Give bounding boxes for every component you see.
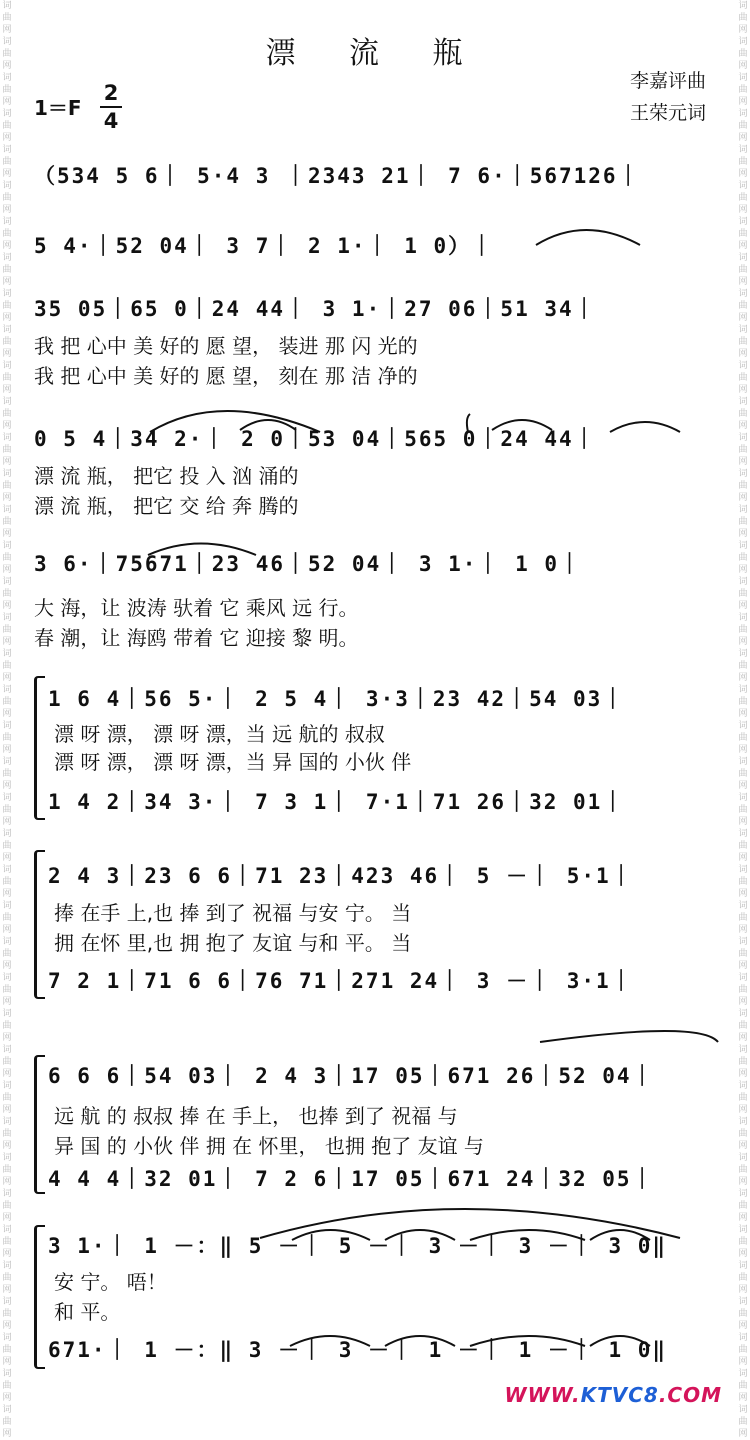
edge-watermark-char: 网 xyxy=(2,205,12,215)
edge-watermark-char: 曲 xyxy=(738,265,748,275)
edge-watermark-char: 网 xyxy=(738,673,748,683)
edge-watermark-char: 词 xyxy=(738,505,748,515)
lyric-verse-1: 捧 在手 上,也 捧 到了 祝福 与安 宁。 当 xyxy=(54,901,412,925)
edge-watermark-char: 词 xyxy=(2,577,12,587)
edge-watermark-char: 词 xyxy=(738,361,748,371)
edge-watermark-char: 词 xyxy=(2,1297,12,1307)
edge-watermark-char: 网 xyxy=(738,1429,748,1439)
notation-lower: 4 4 4｜32 01｜ 7 2 6｜17 05｜671 24｜32 05｜ xyxy=(48,1167,655,1191)
edge-watermark-char: 曲 xyxy=(2,1093,12,1103)
edge-watermark-char: 网 xyxy=(2,133,12,143)
edge-watermark-char: 词 xyxy=(2,901,12,911)
edge-watermark-char: 网 xyxy=(738,709,748,719)
edge-watermark-char: 曲 xyxy=(738,193,748,203)
edge-watermark-char: 词 xyxy=(2,1225,12,1235)
edge-watermark-char: 网 xyxy=(738,421,748,431)
edge-watermark-char: 词 xyxy=(738,577,748,587)
edge-watermark-char: 词 xyxy=(2,829,12,839)
tie-arc xyxy=(470,1336,585,1346)
edge-watermark-char: 网 xyxy=(738,817,748,827)
edge-watermark-char: 词 xyxy=(2,253,12,263)
edge-watermark-char: 词 xyxy=(738,145,748,155)
edge-watermark-char: 词 xyxy=(738,1117,748,1127)
tie-arc xyxy=(590,1336,650,1346)
edge-watermark-char: 网 xyxy=(2,745,12,755)
edge-watermark-char: 词 xyxy=(738,1405,748,1415)
edge-watermark-char: 曲 xyxy=(738,13,748,23)
edge-watermark-char: 词 xyxy=(2,181,12,191)
edge-watermark-char: 网 xyxy=(2,1429,12,1439)
edge-watermark-char: 曲 xyxy=(2,697,12,707)
edge-watermark-char: 词 xyxy=(2,1045,12,1055)
notation-lower: 671·｜ 1 －：‖ 3 －｜ 3 －｜ 1 －｜ 1 －｜ 1 0‖ xyxy=(48,1338,668,1362)
edge-watermark-char: 词 xyxy=(2,937,12,947)
edge-watermark-char: 词 xyxy=(2,685,12,695)
notation-lower: 7 2 1｜71 6 6｜76 71｜271 24｜ 3 －｜ 3·1｜ xyxy=(48,969,634,993)
edge-watermark-char: 网 xyxy=(738,745,748,755)
notation-line: （534 5 6｜ 5·4 3 ｜2343 21｜ 7 6·｜567126｜ xyxy=(34,164,641,188)
edge-watermark-char: 曲 xyxy=(738,1165,748,1175)
edge-watermark-char: 曲 xyxy=(738,85,748,95)
tie-arc xyxy=(290,1336,370,1346)
edge-watermark-char: 曲 xyxy=(2,481,12,491)
edge-watermark-char: 词 xyxy=(738,1009,748,1019)
edge-watermark-char: 词 xyxy=(738,289,748,299)
edge-watermark-char: 曲 xyxy=(2,157,12,167)
edge-watermark-char: 曲 xyxy=(738,877,748,887)
edge-watermark-char: 词 xyxy=(738,181,748,191)
edge-watermark-char: 曲 xyxy=(2,1129,12,1139)
edge-watermark-char: 网 xyxy=(2,1357,12,1367)
edge-watermark-char: 曲 xyxy=(738,625,748,635)
edge-watermark-char: 曲 xyxy=(738,1093,748,1103)
edge-watermark-char: 词 xyxy=(738,973,748,983)
edge-watermark-char: 词 xyxy=(2,289,12,299)
edge-watermark-char: 网 xyxy=(738,637,748,647)
edge-watermark-char: 词 xyxy=(738,865,748,875)
edge-watermark-char: 曲 xyxy=(738,337,748,347)
edge-watermark-char: 曲 xyxy=(738,985,748,995)
edge-watermark-char: 词 xyxy=(738,73,748,83)
tie-arc xyxy=(540,1031,718,1042)
edge-watermark-char: 曲 xyxy=(738,589,748,599)
edge-watermark-char: 曲 xyxy=(738,445,748,455)
edge-watermark-char: 曲 xyxy=(738,409,748,419)
edge-watermark-char: 网 xyxy=(738,961,748,971)
notation-line: 0 5 4｜34 2·｜ 2 0｜53 04｜565 0｜24 44｜ xyxy=(34,427,597,451)
edge-watermark-char: 曲 xyxy=(2,193,12,203)
edge-watermark-char: 词 xyxy=(2,325,12,335)
slur-arc xyxy=(467,414,470,432)
edge-watermark-char: 网 xyxy=(738,565,748,575)
edge-watermark-char: 曲 xyxy=(738,661,748,671)
edge-watermark-char: 曲 xyxy=(2,1309,12,1319)
edge-watermark-char: 网 xyxy=(2,961,12,971)
edge-watermark-char: 网 xyxy=(2,1033,12,1043)
edge-watermark-char: 词 xyxy=(738,1,748,11)
edge-watermark-char: 曲 xyxy=(2,1273,12,1283)
edge-watermark-char: 词 xyxy=(2,433,12,443)
time-signature-top: 2 xyxy=(103,81,119,105)
notation-upper: 6 6 6｜54 03｜ 2 4 3｜17 05｜671 26｜52 04｜ xyxy=(48,1064,655,1088)
edge-watermark-char: 曲 xyxy=(2,337,12,347)
notation-upper: 2 4 3｜23 6 6｜71 23｜423 46｜ 5 －｜ 5·1｜ xyxy=(48,864,634,888)
slur-arc xyxy=(148,544,256,556)
edge-watermark-char: 网 xyxy=(2,709,12,719)
edge-watermark-char: 网 xyxy=(738,1105,748,1115)
edge-watermark-char: 网 xyxy=(2,1177,12,1187)
edge-watermark-char: 网 xyxy=(2,97,12,107)
edge-watermark-char: 网 xyxy=(2,1321,12,1331)
edge-watermark-char: 曲 xyxy=(2,229,12,239)
edge-watermark-char: 网 xyxy=(2,817,12,827)
edge-watermark-char: 曲 xyxy=(738,1129,748,1139)
edge-watermark-char: 网 xyxy=(738,997,748,1007)
lyric-verse-2: 漂 呀 漂， 漂 呀 漂，当 异 国的 小伙 伴 xyxy=(54,750,412,774)
edge-watermark-char: 词 xyxy=(2,1405,12,1415)
tie-arc xyxy=(536,230,640,245)
edge-watermark-char: 曲 xyxy=(738,1273,748,1283)
edge-watermark-char: 曲 xyxy=(2,877,12,887)
edge-watermark-char: 网 xyxy=(2,781,12,791)
edge-watermark-char: 网 xyxy=(738,25,748,35)
edge-watermark-char: 网 xyxy=(738,925,748,935)
edge-watermark-char: 网 xyxy=(738,313,748,323)
edge-watermark-char: 曲 xyxy=(738,697,748,707)
edge-watermark-char: 曲 xyxy=(2,769,12,779)
edge-watermark-char: 词 xyxy=(2,973,12,983)
tie-arc xyxy=(240,420,296,430)
lyric-verse-2: 春 潮，让 海鸥 带着 它 迎接 黎 明。 xyxy=(34,626,359,650)
lyric-verse-1: 漂 呀 漂， 漂 呀 漂，当 远 航的 叔叔 xyxy=(54,722,385,746)
edge-watermark-char: 网 xyxy=(738,853,748,863)
edge-watermark-char: 曲 xyxy=(2,841,12,851)
lyric-verse-2: 漂 流 瓶， 把它 交 给 奔 腾的 xyxy=(34,494,299,518)
lyric-verse-1: 远 航 的 叔叔 捧 在 手上， 也捧 到了 祝福 与 xyxy=(54,1104,458,1128)
song-title: 漂 流 瓶 xyxy=(265,36,485,71)
tie-arc xyxy=(590,1230,650,1240)
edge-watermark-char: 曲 xyxy=(2,1345,12,1355)
edge-watermark-char: 词 xyxy=(738,1225,748,1235)
edge-watermark-char: 网 xyxy=(738,529,748,539)
edge-watermark-char: 词 xyxy=(2,757,12,767)
edge-watermark-char: 词 xyxy=(2,1,12,11)
tie-arc xyxy=(385,1336,455,1346)
edge-watermark-char: 曲 xyxy=(738,49,748,59)
edge-watermark-char: 曲 xyxy=(738,769,748,779)
edge-watermark-char: 曲 xyxy=(738,157,748,167)
edge-watermark-char: 曲 xyxy=(2,661,12,671)
edge-watermark-char: 网 xyxy=(738,1285,748,1295)
edge-watermark-char: 曲 xyxy=(2,625,12,635)
edge-watermark-char: 网 xyxy=(2,1285,12,1295)
edge-watermark-char: 网 xyxy=(738,1141,748,1151)
lyric-verse-2: 拥 在怀 里,也 拥 抱了 友谊 与和 平。 当 xyxy=(54,931,412,955)
edge-watermark-char: 曲 xyxy=(2,1237,12,1247)
edge-watermark-char: 词 xyxy=(2,1117,12,1127)
edge-watermark-char: 网 xyxy=(738,457,748,467)
edge-watermark-char: 词 xyxy=(738,217,748,227)
edge-watermark-char: 词 xyxy=(2,1153,12,1163)
edge-watermark-char: 曲 xyxy=(738,1381,748,1391)
edge-watermark-char: 曲 xyxy=(2,1165,12,1175)
lyric-verse-2: 和 平。 xyxy=(54,1300,121,1324)
edge-watermark-char: 网 xyxy=(2,241,12,251)
edge-watermark-char: 词 xyxy=(738,433,748,443)
notation-line: 35 05｜65 0｜24 44｜ 3 1·｜27 06｜51 34｜ xyxy=(34,297,597,321)
edge-watermark-char: 网 xyxy=(738,1213,748,1223)
edge-watermark-char: 网 xyxy=(738,133,748,143)
watermark-brand: KTVC8 xyxy=(580,1383,659,1407)
tie-arc xyxy=(470,1230,585,1240)
edge-watermark-char: 曲 xyxy=(738,733,748,743)
edge-watermark-char: 曲 xyxy=(2,1057,12,1067)
tie-arc xyxy=(610,422,680,432)
edge-watermark-char: 曲 xyxy=(738,1021,748,1031)
edge-watermark-char: 词 xyxy=(2,505,12,515)
edge-watermark-char: 曲 xyxy=(738,229,748,239)
edge-watermark-char: 网 xyxy=(738,1393,748,1403)
edge-watermark-char: 网 xyxy=(2,421,12,431)
edge-watermark-char: 曲 xyxy=(2,301,12,311)
edge-watermark-char: 曲 xyxy=(2,445,12,455)
edge-watermark-char: 曲 xyxy=(738,481,748,491)
edge-watermark-char: 曲 xyxy=(2,13,12,23)
edge-watermark-char: 词 xyxy=(738,109,748,119)
edge-watermark-char: 曲 xyxy=(738,301,748,311)
edge-watermark-char: 词 xyxy=(738,1189,748,1199)
edge-watermark-char: 网 xyxy=(738,1321,748,1331)
tie-arc xyxy=(385,1230,455,1240)
edge-watermark-char: 网 xyxy=(738,601,748,611)
edge-watermark-char: 词 xyxy=(2,541,12,551)
edge-watermark-char: 词 xyxy=(738,253,748,263)
edge-watermark-char: 网 xyxy=(738,241,748,251)
notation-line: 5 4·｜52 04｜ 3 7｜ 2 1·｜ 1 0）｜ xyxy=(34,234,495,258)
edge-watermark-char: 网 xyxy=(738,1033,748,1043)
site-watermark xyxy=(505,1383,722,1407)
edge-watermark-char: 曲 xyxy=(2,265,12,275)
lyric-verse-1: 漂 流 瓶， 把它 投 入 汹 涌的 xyxy=(34,464,299,488)
edge-watermark-char: 词 xyxy=(738,397,748,407)
edge-watermark-char: 曲 xyxy=(2,49,12,59)
edge-watermark-char: 曲 xyxy=(738,553,748,563)
composer-credit: 李嘉评曲 xyxy=(629,70,706,92)
edge-watermark-char: 词 xyxy=(2,1009,12,1019)
notation-upper: 1 6 4｜56 5·｜ 2 5 4｜ 3·3｜23 42｜54 03｜ xyxy=(48,687,626,711)
edge-watermark-char: 词 xyxy=(2,1261,12,1271)
edge-watermark-char: 曲 xyxy=(2,85,12,95)
edge-watermark-char: 词 xyxy=(738,757,748,767)
lyric-verse-1: 安 宁。 唔！ xyxy=(54,1270,167,1294)
edge-watermark-char: 网 xyxy=(2,673,12,683)
edge-watermark-char: 词 xyxy=(738,1081,748,1091)
edge-watermark-char: 曲 xyxy=(738,1201,748,1211)
edge-watermark-char: 网 xyxy=(738,1249,748,1259)
edge-watermark-char: 网 xyxy=(2,889,12,899)
edge-watermark-char: 网 xyxy=(2,169,12,179)
edge-watermark-char: 网 xyxy=(738,385,748,395)
edge-watermark-char: 网 xyxy=(2,637,12,647)
edge-watermark-char: 曲 xyxy=(738,373,748,383)
edge-watermark-char: 网 xyxy=(2,1105,12,1115)
edge-watermark-char: 网 xyxy=(738,493,748,503)
edge-watermark-char: 曲 xyxy=(738,841,748,851)
edge-watermark-char: 词 xyxy=(738,793,748,803)
edge-watermark-char: 曲 xyxy=(738,1417,748,1427)
edge-watermark-char: 曲 xyxy=(2,805,12,815)
edge-watermark-char: 网 xyxy=(2,1393,12,1403)
edge-watermark-char: 曲 xyxy=(738,121,748,131)
watermark-suffix: .COM xyxy=(658,1383,722,1407)
edge-watermark-char: 网 xyxy=(2,1141,12,1151)
edge-watermark-char: 词 xyxy=(2,649,12,659)
edge-watermark-char: 网 xyxy=(738,277,748,287)
lyricist-credit: 王荣元词 xyxy=(629,102,706,124)
edge-watermark-char: 网 xyxy=(738,781,748,791)
edge-watermark-char: 网 xyxy=(2,1069,12,1079)
edge-watermark-char: 网 xyxy=(2,385,12,395)
edge-watermark-char: 词 xyxy=(738,901,748,911)
edge-watermark-char: 网 xyxy=(738,205,748,215)
edge-watermark-char: 网 xyxy=(2,1249,12,1259)
edge-watermark-char: 词 xyxy=(2,1189,12,1199)
notation-line: 3 6·｜75671｜23 46｜52 04｜ 3 1·｜ 1 0｜ xyxy=(34,552,583,576)
edge-watermark-char: 词 xyxy=(2,397,12,407)
edge-watermark-char: 曲 xyxy=(2,1021,12,1031)
edge-watermark-char: 网 xyxy=(738,169,748,179)
edge-watermark-char: 词 xyxy=(2,793,12,803)
edge-watermark-char: 网 xyxy=(2,601,12,611)
edge-watermark-char: 网 xyxy=(2,565,12,575)
edge-watermark-char: 网 xyxy=(738,1177,748,1187)
edge-watermark-char: 网 xyxy=(2,277,12,287)
edge-watermark-char: 词 xyxy=(2,469,12,479)
edge-watermark-char: 词 xyxy=(738,325,748,335)
edge-watermark-char: 曲 xyxy=(738,805,748,815)
edge-watermark-char: 词 xyxy=(738,1261,748,1271)
edge-watermark-char: 词 xyxy=(738,613,748,623)
lyric-verse-1: 大 海，让 波涛 驮着 它 乘风 远 行。 xyxy=(34,596,359,620)
edge-watermark-char: 曲 xyxy=(738,1309,748,1319)
edge-watermark-char: 词 xyxy=(2,73,12,83)
edge-watermark-char: 网 xyxy=(2,1213,12,1223)
edge-watermark-char: 曲 xyxy=(2,1201,12,1211)
edge-watermark-char: 曲 xyxy=(2,985,12,995)
edge-watermark-char: 曲 xyxy=(2,373,12,383)
edge-watermark-char: 曲 xyxy=(2,409,12,419)
notation-upper: 3 1·｜ 1 －：‖ 5 －｜ 5 －｜ 3 －｜ 3 －｜ 3 0‖ xyxy=(48,1234,668,1258)
edge-watermark-char: 曲 xyxy=(2,733,12,743)
edge-watermark-char: 网 xyxy=(2,61,12,71)
edge-watermark-char: 曲 xyxy=(738,1345,748,1355)
edge-watermark-char: 曲 xyxy=(738,517,748,527)
edge-watermark-char: 网 xyxy=(738,97,748,107)
edge-watermark-char: 词 xyxy=(738,1153,748,1163)
tie-arc xyxy=(292,1230,370,1240)
edge-watermark-char: 网 xyxy=(738,889,748,899)
lyric-verse-2: 异 国 的 小伙 伴 拥 在 怀里， 也拥 抱了 友谊 与 xyxy=(54,1134,484,1158)
edge-watermark-char: 网 xyxy=(2,313,12,323)
tie-arc xyxy=(492,420,552,430)
edge-watermark-char: 网 xyxy=(738,1069,748,1079)
edge-watermark-char: 词 xyxy=(738,541,748,551)
edge-watermark-char: 曲 xyxy=(2,517,12,527)
edge-watermark-char: 词 xyxy=(2,1333,12,1343)
edge-watermark-char: 词 xyxy=(738,721,748,731)
watermark-prefix: WWW. xyxy=(504,1383,581,1407)
edge-watermark-char: 曲 xyxy=(2,949,12,959)
edge-watermark-char: 词 xyxy=(738,937,748,947)
edge-watermark-char: 网 xyxy=(2,349,12,359)
edge-watermark-char: 词 xyxy=(738,1297,748,1307)
edge-watermark-char: 词 xyxy=(2,1081,12,1091)
edge-watermark-char: 网 xyxy=(2,529,12,539)
edge-watermark-char: 词 xyxy=(2,721,12,731)
edge-watermark-char: 曲 xyxy=(738,913,748,923)
edge-watermark-char: 词 xyxy=(738,1369,748,1379)
edge-watermark-char: 词 xyxy=(2,361,12,371)
edge-watermark-char: 词 xyxy=(738,685,748,695)
edge-watermark-char: 曲 xyxy=(2,1381,12,1391)
edge-watermark-char: 词 xyxy=(2,865,12,875)
edge-watermark-char: 曲 xyxy=(2,589,12,599)
edge-watermark-char: 词 xyxy=(738,1333,748,1343)
notation-lower: 1 4 2｜34 3·｜ 7 3 1｜ 7·1｜71 26｜32 01｜ xyxy=(48,790,626,814)
edge-watermark-char: 词 xyxy=(2,37,12,47)
edge-watermark-char: 曲 xyxy=(738,949,748,959)
edge-watermark-char: 词 xyxy=(738,649,748,659)
edge-watermark-char: 词 xyxy=(738,1045,748,1055)
edge-watermark-char: 词 xyxy=(738,829,748,839)
edge-watermark-char: 词 xyxy=(2,613,12,623)
edge-watermark-char: 曲 xyxy=(738,1057,748,1067)
edge-watermark-char: 曲 xyxy=(2,913,12,923)
time-signature-bottom: 4 xyxy=(103,109,119,133)
edge-watermark-char: 网 xyxy=(738,349,748,359)
edge-watermark-char: 网 xyxy=(2,457,12,467)
edge-watermark-char: 曲 xyxy=(2,1417,12,1427)
edge-watermark-char: 词 xyxy=(2,1369,12,1379)
edge-watermark-char: 词 xyxy=(2,109,12,119)
lyric-verse-1: 我 把 心中 美 好的 愿 望， 装进 那 闪 光的 xyxy=(34,334,418,358)
edge-watermark-char: 词 xyxy=(738,469,748,479)
edge-watermark-char: 词 xyxy=(2,217,12,227)
edge-watermark-char: 曲 xyxy=(738,1237,748,1247)
edge-watermark-char: 网 xyxy=(2,25,12,35)
edge-watermark-char: 词 xyxy=(738,37,748,47)
edge-watermark-char: 网 xyxy=(2,925,12,935)
edge-watermark-char: 网 xyxy=(2,493,12,503)
edge-watermark-char: 曲 xyxy=(2,121,12,131)
key-signature: 1＝F xyxy=(34,96,82,120)
edge-watermark-char: 网 xyxy=(738,61,748,71)
edge-watermark-char: 网 xyxy=(2,997,12,1007)
slur-arc xyxy=(260,1209,680,1238)
edge-watermark-char: 网 xyxy=(738,1357,748,1367)
edge-watermark-char: 曲 xyxy=(2,553,12,563)
edge-watermark-char: 网 xyxy=(2,853,12,863)
lyric-verse-2: 我 把 心中 美 好的 愿 望， 刻在 那 洁 净的 xyxy=(34,364,418,388)
edge-watermark-char: 词 xyxy=(2,145,12,155)
